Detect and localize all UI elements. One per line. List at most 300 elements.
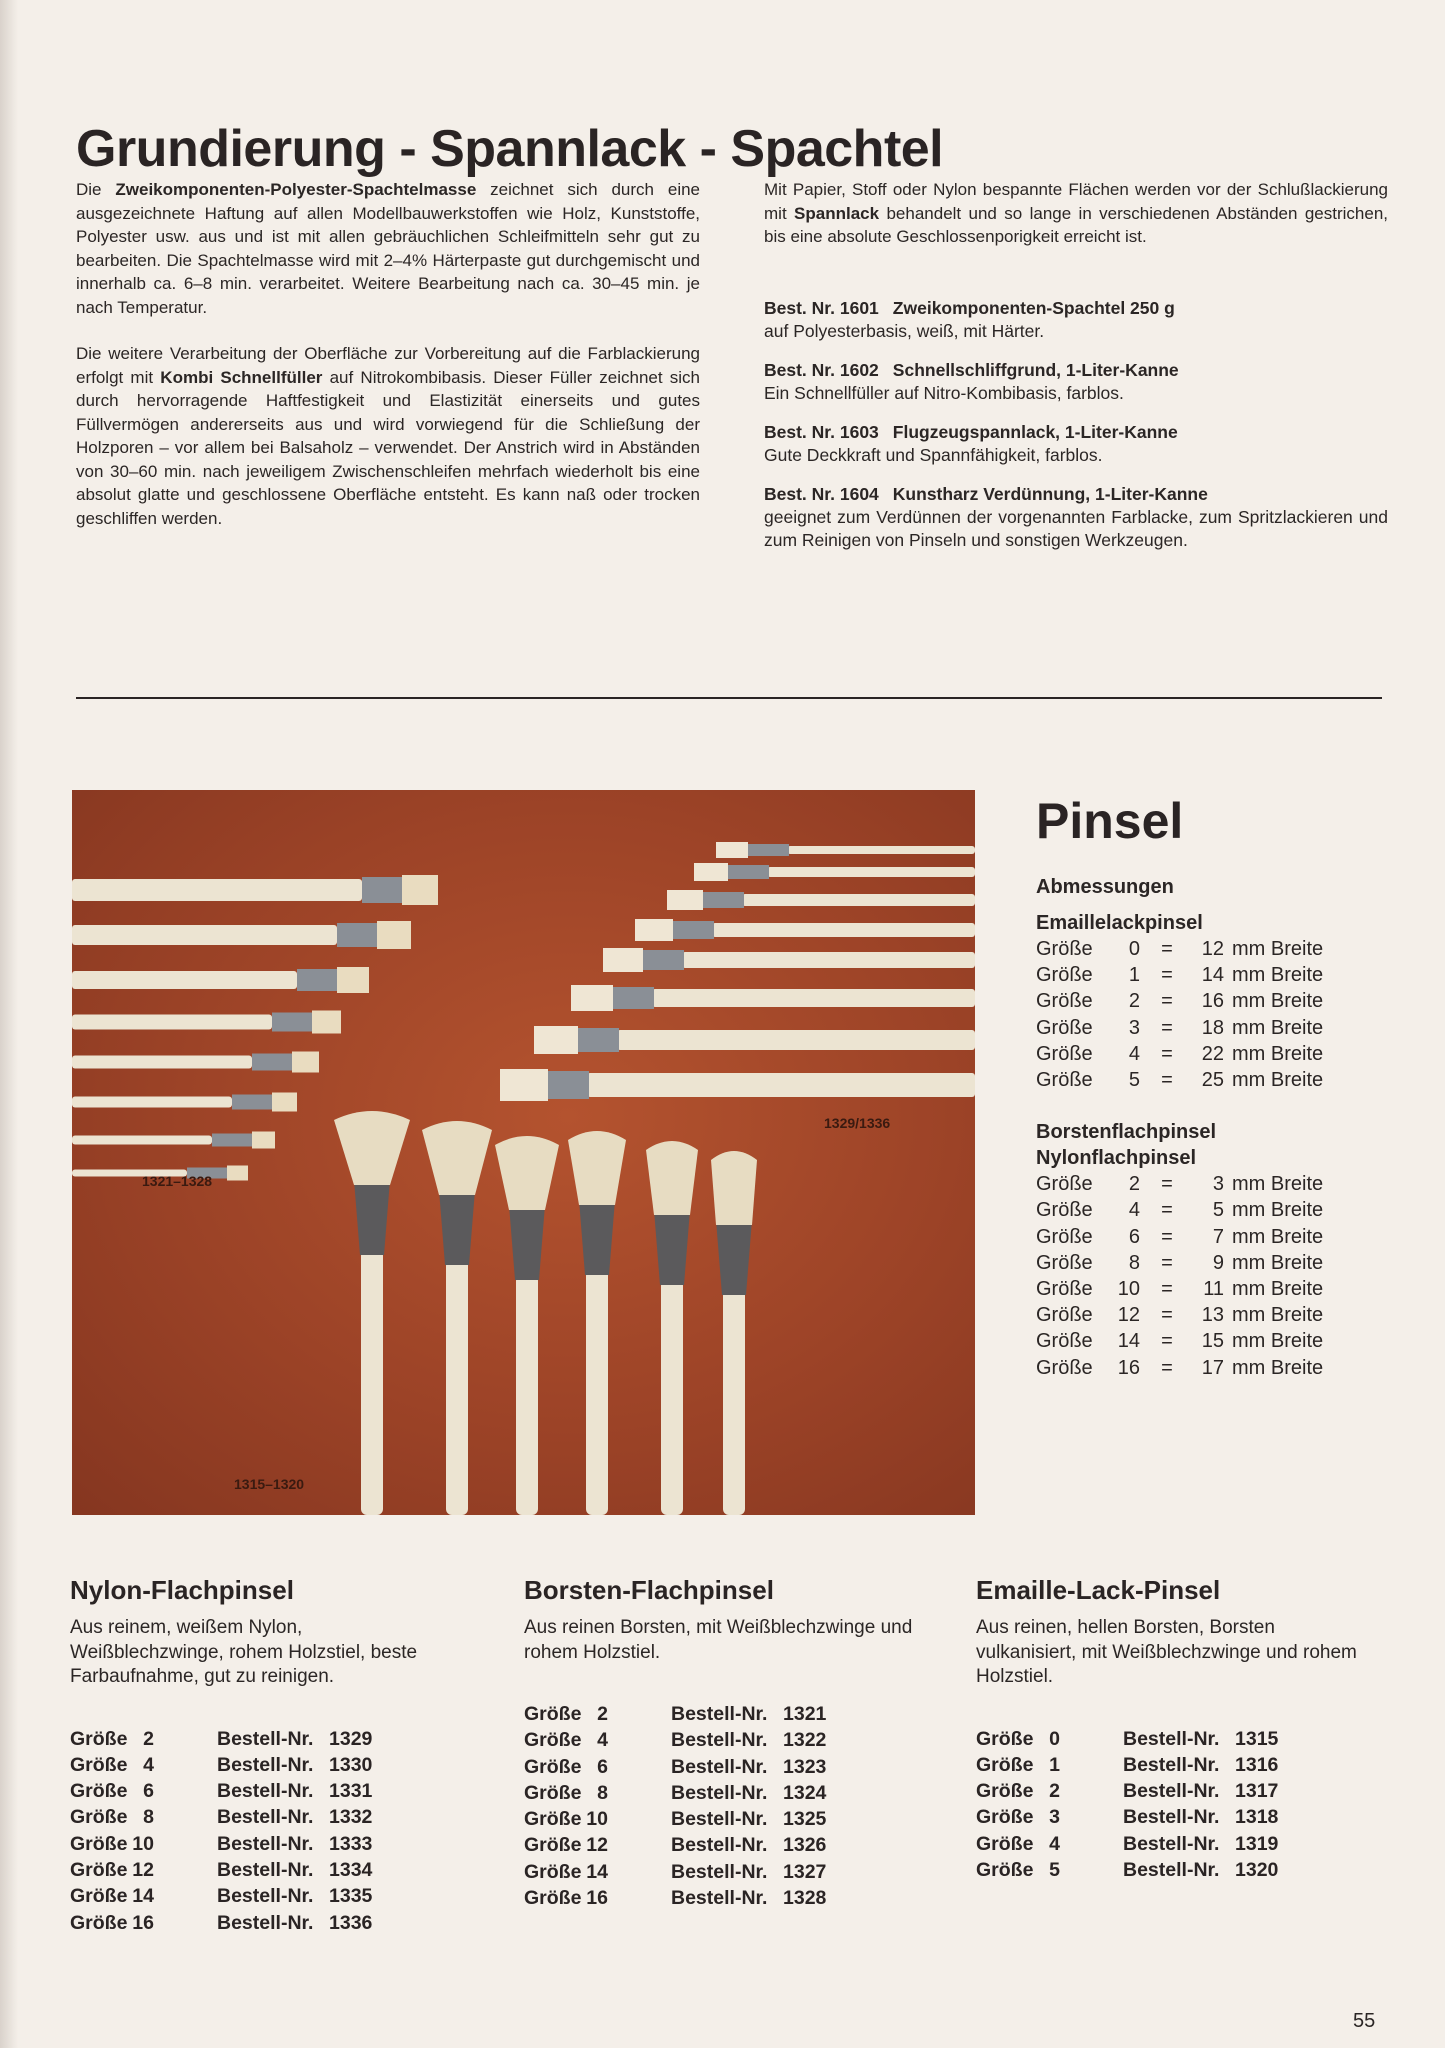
width-value: 17 — [1201, 1356, 1224, 1379]
order-number: 1331 — [329, 1780, 373, 1803]
size-label: Größe — [70, 1832, 128, 1855]
order-label: Bestell-Nr. — [671, 1729, 768, 1752]
order-label: Bestell-Nr. — [671, 1703, 768, 1725]
size-label: Größe — [976, 1727, 1034, 1750]
size-number: 12 — [132, 1858, 154, 1881]
size-number: 4 — [597, 1729, 608, 1752]
size-number: 12 — [1117, 1304, 1140, 1327]
equals-sign: = — [1161, 1304, 1173, 1327]
brush-bristles — [252, 1132, 275, 1149]
width-unit: mm Breite — [1232, 1016, 1324, 1039]
order-number: 1320 — [1235, 1858, 1279, 1881]
order-item — [764, 359, 1388, 405]
brush-bristles — [635, 919, 673, 941]
order-number: 1324 — [783, 1781, 827, 1804]
brush-ferrule — [232, 1095, 272, 1110]
order-row — [70, 1883, 372, 1909]
size-label: Größe — [976, 1832, 1034, 1855]
size-label: Größe — [1036, 990, 1093, 1013]
equals-sign: = — [1161, 1251, 1173, 1274]
order-label: Bestell-Nr. — [217, 1832, 314, 1855]
brush-handle — [742, 894, 975, 906]
size-number: 14 — [132, 1885, 154, 1908]
brush-handle — [767, 867, 975, 877]
product-nylon — [70, 1575, 460, 1936]
brush-ferrule — [747, 844, 789, 856]
brush-ferrule — [272, 1013, 312, 1032]
size-label: Größe — [976, 1753, 1034, 1776]
order-row — [976, 1831, 1278, 1857]
abmessungen-heading: Abmessungen — [1036, 876, 1174, 898]
order-item — [764, 483, 1388, 552]
size-number: 3 — [1128, 1016, 1140, 1039]
pinsel-spec — [1036, 874, 1323, 1381]
size-label: Größe — [70, 1885, 128, 1908]
order-number: 1332 — [329, 1806, 373, 1829]
size-label: Größe — [524, 1887, 582, 1910]
size-number: 5 — [1049, 1858, 1060, 1881]
width-value: 11 — [1203, 1278, 1224, 1301]
brush-bristles — [495, 1136, 559, 1210]
order-number: Best. Nr. 1604 — [764, 483, 879, 504]
size-label: Größe — [70, 1911, 128, 1934]
size-label: Größe — [1036, 964, 1093, 987]
brush-bristles — [402, 875, 438, 905]
width-value: 5 — [1212, 1199, 1224, 1222]
paragraph-spannlack: Mit Papier, Stoff oder Nylon bespannte Flächen werden vor der Schlußlackierung mit Spannlack behandelt und so lange in verschiedenen Abständen gestrichen, bis eine absolute Geschlossenporigkeit erreicht ist. — [764, 180, 1388, 246]
order-row — [70, 1831, 372, 1857]
equals-sign: = — [1161, 1225, 1173, 1248]
order-row — [976, 1726, 1278, 1752]
order-row — [976, 1804, 1278, 1830]
photo-label-nylon: 1329/1336 — [824, 1115, 891, 1131]
page-number: 55 — [1353, 2010, 1376, 2032]
equals-sign: = — [1161, 938, 1173, 960]
order-row — [70, 1752, 372, 1778]
email-heading: Emaillelackpinsel — [1036, 912, 1203, 934]
brush-handle — [446, 1260, 468, 1515]
size-number: 16 — [132, 1911, 154, 1934]
section-divider — [76, 697, 1382, 699]
brush-handle — [723, 1290, 745, 1515]
order-label: Bestell-Nr. — [1123, 1727, 1220, 1750]
brush-handle — [72, 925, 337, 945]
order-row — [524, 1780, 826, 1806]
order-number: 1327 — [783, 1860, 827, 1883]
brush-bristles — [534, 1026, 578, 1054]
equals-sign: = — [1161, 990, 1173, 1013]
size-number: 4 — [1128, 1199, 1140, 1222]
brush-bristles — [646, 1141, 698, 1215]
brush-bristles — [603, 948, 643, 972]
brush-handle — [72, 1097, 232, 1108]
flat-brushes-right — [500, 842, 975, 1101]
page-edge-shadow — [0, 0, 18, 2048]
order-row — [524, 1701, 826, 1727]
brush-handle — [516, 1275, 538, 1515]
equals-sign: = — [1161, 1069, 1173, 1092]
size-label: Größe — [524, 1703, 582, 1725]
size-row — [1036, 936, 1323, 962]
brush-bristles — [711, 1151, 757, 1225]
product-borsten — [524, 1575, 914, 1911]
product-description: Aus reinem, weißem Nylon, Weißblechzwinge, rohem Holzstiel, beste Farbaufnahme, gut zu reinigen. — [70, 1617, 418, 1687]
photo-label-flat: 1321–1328 — [142, 1173, 213, 1189]
size-number: 4 — [1049, 1832, 1060, 1855]
size-number: 2 — [1128, 1173, 1140, 1196]
order-number: 1316 — [1235, 1753, 1279, 1776]
size-label: Größe — [524, 1755, 582, 1778]
pinsel-title: Pinsel — [1036, 793, 1184, 849]
equals-sign: = — [1161, 1356, 1173, 1379]
width-unit: mm Breite — [1232, 1199, 1324, 1222]
page-title: Grundierung - Spannlack - Spachtel — [76, 119, 944, 178]
size-row — [1036, 1067, 1323, 1093]
order-row — [524, 1727, 826, 1753]
order-number: 1321 — [783, 1703, 827, 1725]
size-row — [1036, 1276, 1323, 1302]
size-label: Größe — [1036, 1225, 1093, 1248]
equals-sign: = — [1161, 1042, 1173, 1065]
size-number: 0 — [1049, 1727, 1060, 1750]
order-item — [764, 421, 1388, 467]
brushes-photo — [72, 790, 975, 1515]
size-label: Größe — [1036, 1278, 1093, 1301]
size-label: Größe — [70, 1753, 128, 1776]
order-label: Bestell-Nr. — [671, 1781, 768, 1804]
order-row — [976, 1778, 1278, 1804]
size-number: 0 — [1128, 938, 1140, 960]
order-row — [70, 1910, 372, 1936]
size-label: Größe — [976, 1806, 1034, 1829]
order-label: Bestell-Nr. — [217, 1780, 314, 1803]
width-unit: mm Breite — [1232, 1356, 1324, 1379]
order-row — [524, 1806, 826, 1832]
order-number: 1334 — [329, 1858, 373, 1881]
size-row — [1036, 1328, 1323, 1354]
brush-ferrule — [354, 1180, 390, 1255]
size-row — [1036, 1171, 1323, 1197]
brush-ferrule — [547, 1071, 589, 1099]
size-number: 8 — [1128, 1251, 1140, 1274]
order-name: Zweikomponenten-Spachtel 250 g — [892, 297, 1175, 318]
size-label: Größe — [524, 1834, 582, 1857]
brush-bristles — [571, 985, 613, 1011]
size-row — [1036, 1197, 1323, 1223]
order-table — [524, 1701, 826, 1911]
size-label: Größe — [524, 1781, 582, 1804]
order-label: Bestell-Nr. — [671, 1834, 768, 1857]
order-number: 1323 — [783, 1755, 827, 1778]
order-number: 1328 — [783, 1887, 827, 1910]
equals-sign: = — [1161, 1330, 1173, 1353]
brush-bristles — [422, 1121, 492, 1195]
brush-bristles — [568, 1131, 626, 1205]
size-label: Größe — [1036, 1304, 1093, 1327]
brush-bristles — [716, 842, 748, 858]
order-row — [70, 1726, 372, 1752]
order-number: 1335 — [329, 1885, 373, 1908]
product-title: Emaille-Lack-Pinsel — [976, 1575, 1221, 1605]
width-value: 12 — [1201, 938, 1224, 960]
brush-ferrule — [212, 1134, 252, 1147]
brush-handle — [712, 923, 975, 937]
brush-bristles — [292, 1052, 319, 1073]
size-row — [1036, 1250, 1323, 1276]
size-number: 14 — [1117, 1330, 1140, 1353]
width-unit: mm Breite — [1232, 1304, 1324, 1327]
size-label: Größe — [1036, 1042, 1093, 1065]
order-label: Bestell-Nr. — [1123, 1780, 1220, 1803]
brush-handle — [72, 971, 297, 989]
brush-ferrule — [439, 1190, 475, 1265]
brush-handle — [652, 989, 975, 1007]
width-value: 7 — [1212, 1225, 1224, 1248]
order-label: Bestell-Nr. — [671, 1808, 768, 1831]
order-number: 1322 — [783, 1729, 827, 1752]
equals-sign: = — [1161, 1173, 1173, 1196]
brushes-illustration — [72, 790, 975, 1515]
size-label: Größe — [1036, 1069, 1093, 1092]
size-row — [1036, 1015, 1323, 1041]
size-label: Größe — [70, 1780, 128, 1803]
order-label: Bestell-Nr. — [217, 1885, 314, 1908]
order-item — [764, 297, 1388, 343]
brush-handle — [72, 1015, 272, 1030]
brush-handle — [586, 1270, 608, 1515]
round-brushes — [334, 1111, 757, 1515]
size-number: 1 — [1049, 1753, 1060, 1776]
order-table — [976, 1726, 1278, 1884]
size-number: 14 — [586, 1860, 608, 1883]
size-number: 2 — [1049, 1780, 1060, 1803]
brush-ferrule — [716, 1220, 752, 1295]
brush-ferrule — [612, 987, 654, 1009]
brush-ferrule — [297, 969, 337, 991]
brush-handle — [682, 952, 975, 968]
order-row — [70, 1778, 372, 1804]
width-value: 16 — [1201, 990, 1224, 1013]
order-number: 1315 — [1235, 1727, 1279, 1750]
size-number: 6 — [143, 1780, 154, 1803]
size-label: Größe — [1036, 1330, 1093, 1353]
brush-ferrule — [577, 1028, 619, 1052]
order-description: geeignet zum Verdünnen der vorgenannten Farblacke, zum Spritzlackieren und zum Reinigen von Pinseln und sonstigen Werkzeugen. — [764, 506, 1388, 550]
brush-handle — [787, 846, 975, 854]
brush-handle — [72, 879, 362, 901]
size-label: Größe — [70, 1858, 128, 1881]
order-row — [524, 1754, 826, 1780]
order-number: 1326 — [783, 1834, 827, 1857]
size-number: 2 — [143, 1727, 154, 1750]
brush-bristles — [312, 1011, 341, 1034]
brush-ferrule — [727, 865, 769, 879]
brush-bristles — [667, 890, 703, 910]
brush-handle — [72, 1056, 252, 1069]
order-number: Best. Nr. 1602 — [764, 359, 879, 380]
size-number: 3 — [1049, 1806, 1060, 1829]
size-label: Größe — [976, 1780, 1034, 1803]
order-label: Bestell-Nr. — [671, 1860, 768, 1883]
order-name: Flugzeugspannlack, 1-Liter-Kanne — [892, 421, 1178, 442]
size-row — [1036, 1355, 1323, 1381]
size-number: 12 — [586, 1834, 608, 1857]
order-table — [70, 1726, 372, 1936]
order-label: Bestell-Nr. — [217, 1727, 314, 1750]
width-unit: mm Breite — [1232, 1278, 1324, 1301]
order-label: Bestell-Nr. — [1123, 1832, 1220, 1855]
width-unit: mm Breite — [1232, 1251, 1324, 1274]
order-number: 1318 — [1235, 1806, 1279, 1829]
brush-bristles — [272, 1093, 297, 1112]
size-number: 2 — [597, 1703, 608, 1725]
order-number: 1329 — [329, 1727, 373, 1750]
order-row — [70, 1857, 372, 1883]
order-description: auf Polyesterbasis, weiß, mit Härter. — [764, 320, 1045, 341]
width-unit: mm Breite — [1232, 990, 1324, 1013]
brush-bristles — [500, 1069, 548, 1101]
order-number: 1325 — [783, 1808, 827, 1831]
size-row — [1036, 988, 1323, 1014]
right-text-column — [764, 178, 1388, 568]
order-number: Best. Nr. 1603 — [764, 421, 879, 442]
width-value: 15 — [1201, 1330, 1224, 1353]
brush-ferrule — [337, 923, 377, 947]
size-number: 10 — [132, 1832, 154, 1855]
brush-ferrule — [252, 1054, 292, 1071]
size-row — [1036, 1041, 1323, 1067]
size-number: 2 — [1128, 990, 1140, 1013]
size-row — [1036, 1302, 1323, 1328]
email-size-table — [1036, 936, 1323, 1093]
size-label: Größe — [524, 1808, 582, 1831]
size-label: Größe — [70, 1727, 128, 1750]
left-text-column — [76, 178, 700, 553]
paragraph-spachtelmasse: Die Zweikomponenten-Polyester-Spachtelmasse zeichnet sich durch eine ausgezeichnete Haftung auf allen Modellbauwerkstoffen wie Holz, Kunststoffe, Polyester usw. aus und ist mit allen gebräuchlichen Schleifmitteln sehr gut zu bearbeiten. Die Spachtelmasse wird mit 2–4% Härterpaste gut durchgemischt und innerhalb ca. 6–8 min. verarbeitet. Weitere Bearbeitung nach ca. 30–45 min. je nach Temperatur. — [76, 180, 701, 317]
brush-ferrule — [672, 921, 714, 939]
product-description: Aus reinen, hellen Borsten, Borsten vulkanisiert, mit Weißblechzwinge und rohem Holzstiel. — [976, 1617, 1357, 1687]
brush-ferrule — [702, 892, 744, 908]
size-number: 4 — [143, 1753, 154, 1776]
size-label: Größe — [976, 1858, 1034, 1881]
brush-handle — [72, 1136, 212, 1145]
order-number: 1336 — [329, 1911, 373, 1934]
size-row — [1036, 1224, 1323, 1250]
size-number: 16 — [1117, 1356, 1140, 1379]
size-number: 10 — [586, 1808, 608, 1831]
width-unit: mm Breite — [1232, 1069, 1324, 1092]
order-label: Bestell-Nr. — [217, 1753, 314, 1776]
size-row — [1036, 962, 1323, 988]
order-description: Gute Deckkraft und Spannfähigkeit, farblos. — [764, 444, 1103, 465]
order-label: Bestell-Nr. — [1123, 1753, 1220, 1776]
width-value: 18 — [1201, 1016, 1224, 1039]
order-number: 1333 — [329, 1832, 373, 1855]
product-title: Borsten-Flachpinsel — [524, 1575, 774, 1605]
width-unit: mm Breite — [1232, 938, 1324, 960]
size-label: Größe — [524, 1860, 582, 1883]
brush-ferrule — [509, 1205, 545, 1280]
brush-bristles — [334, 1111, 410, 1185]
order-row — [976, 1752, 1278, 1778]
size-label: Größe — [524, 1729, 582, 1752]
brush-handle — [587, 1073, 975, 1097]
brush-bristles — [337, 967, 369, 993]
order-label: Bestell-Nr. — [217, 1806, 314, 1829]
order-label: Bestell-Nr. — [1123, 1806, 1220, 1829]
size-label: Größe — [1036, 1016, 1093, 1039]
brush-bristles — [227, 1166, 248, 1181]
brush-ferrule — [362, 877, 402, 903]
brush-ferrule — [654, 1210, 690, 1285]
width-value: 9 — [1212, 1251, 1224, 1274]
order-label: Bestell-Nr. — [671, 1755, 768, 1778]
width-value: 13 — [1201, 1304, 1224, 1327]
order-row — [976, 1857, 1278, 1883]
order-label: Bestell-Nr. — [217, 1858, 314, 1881]
width-unit: mm Breite — [1232, 1173, 1324, 1196]
order-number: 1319 — [1235, 1832, 1279, 1855]
brush-handle — [361, 1250, 383, 1515]
equals-sign: = — [1161, 1199, 1173, 1222]
brush-handle — [617, 1030, 975, 1050]
width-value: 22 — [1201, 1042, 1224, 1065]
size-label: Größe — [1036, 938, 1093, 960]
brush-ferrule — [642, 950, 684, 970]
order-description: Ein Schnellfüller auf Nitro-Kombibasis, farblos. — [764, 382, 1124, 403]
brush-handle — [661, 1280, 683, 1515]
size-number: 8 — [597, 1781, 608, 1804]
size-label: Größe — [1036, 1356, 1093, 1379]
order-list — [764, 297, 1388, 552]
brush-bristles — [694, 863, 728, 881]
order-number: Best. Nr. 1601 — [764, 297, 879, 318]
width-unit: mm Breite — [1232, 1225, 1324, 1248]
size-number: 5 — [1128, 1069, 1140, 1092]
equals-sign: = — [1161, 1016, 1173, 1039]
size-number: 10 — [1117, 1278, 1140, 1301]
width-value: 14 — [1201, 964, 1224, 987]
flat-size-table — [1036, 1171, 1323, 1381]
order-label: Bestell-Nr. — [1123, 1858, 1220, 1881]
width-value: 3 — [1212, 1173, 1224, 1196]
product-title: Nylon-Flachpinsel — [70, 1575, 294, 1605]
size-number: 8 — [143, 1806, 154, 1829]
size-number: 4 — [1128, 1042, 1140, 1065]
size-number: 6 — [597, 1755, 608, 1778]
order-row — [524, 1832, 826, 1858]
size-label: Größe — [1036, 1173, 1093, 1196]
width-unit: mm Breite — [1232, 1330, 1324, 1353]
size-label: Größe — [70, 1806, 128, 1829]
order-name: Kunstharz Verdünnung, 1-Liter-Kanne — [892, 483, 1208, 504]
order-row — [70, 1804, 372, 1830]
size-label: Größe — [1036, 1199, 1093, 1222]
equals-sign: = — [1161, 1278, 1173, 1301]
size-label: Größe — [1036, 1251, 1093, 1274]
order-row — [524, 1859, 826, 1885]
product-description: Aus reinen Borsten, mit Weißblechzwinge und rohem Holzstiel. — [524, 1617, 913, 1663]
order-label: Bestell-Nr. — [217, 1911, 314, 1934]
order-label: Bestell-Nr. — [671, 1887, 768, 1910]
width-unit: mm Breite — [1232, 1042, 1324, 1065]
nylon-heading: Nylonflachpinsel — [1036, 1147, 1197, 1170]
equals-sign: = — [1161, 964, 1173, 987]
photo-label-round: 1315–1320 — [234, 1476, 305, 1492]
product-emaille — [976, 1575, 1366, 1883]
order-row — [524, 1885, 826, 1911]
order-number: 1330 — [329, 1753, 373, 1776]
